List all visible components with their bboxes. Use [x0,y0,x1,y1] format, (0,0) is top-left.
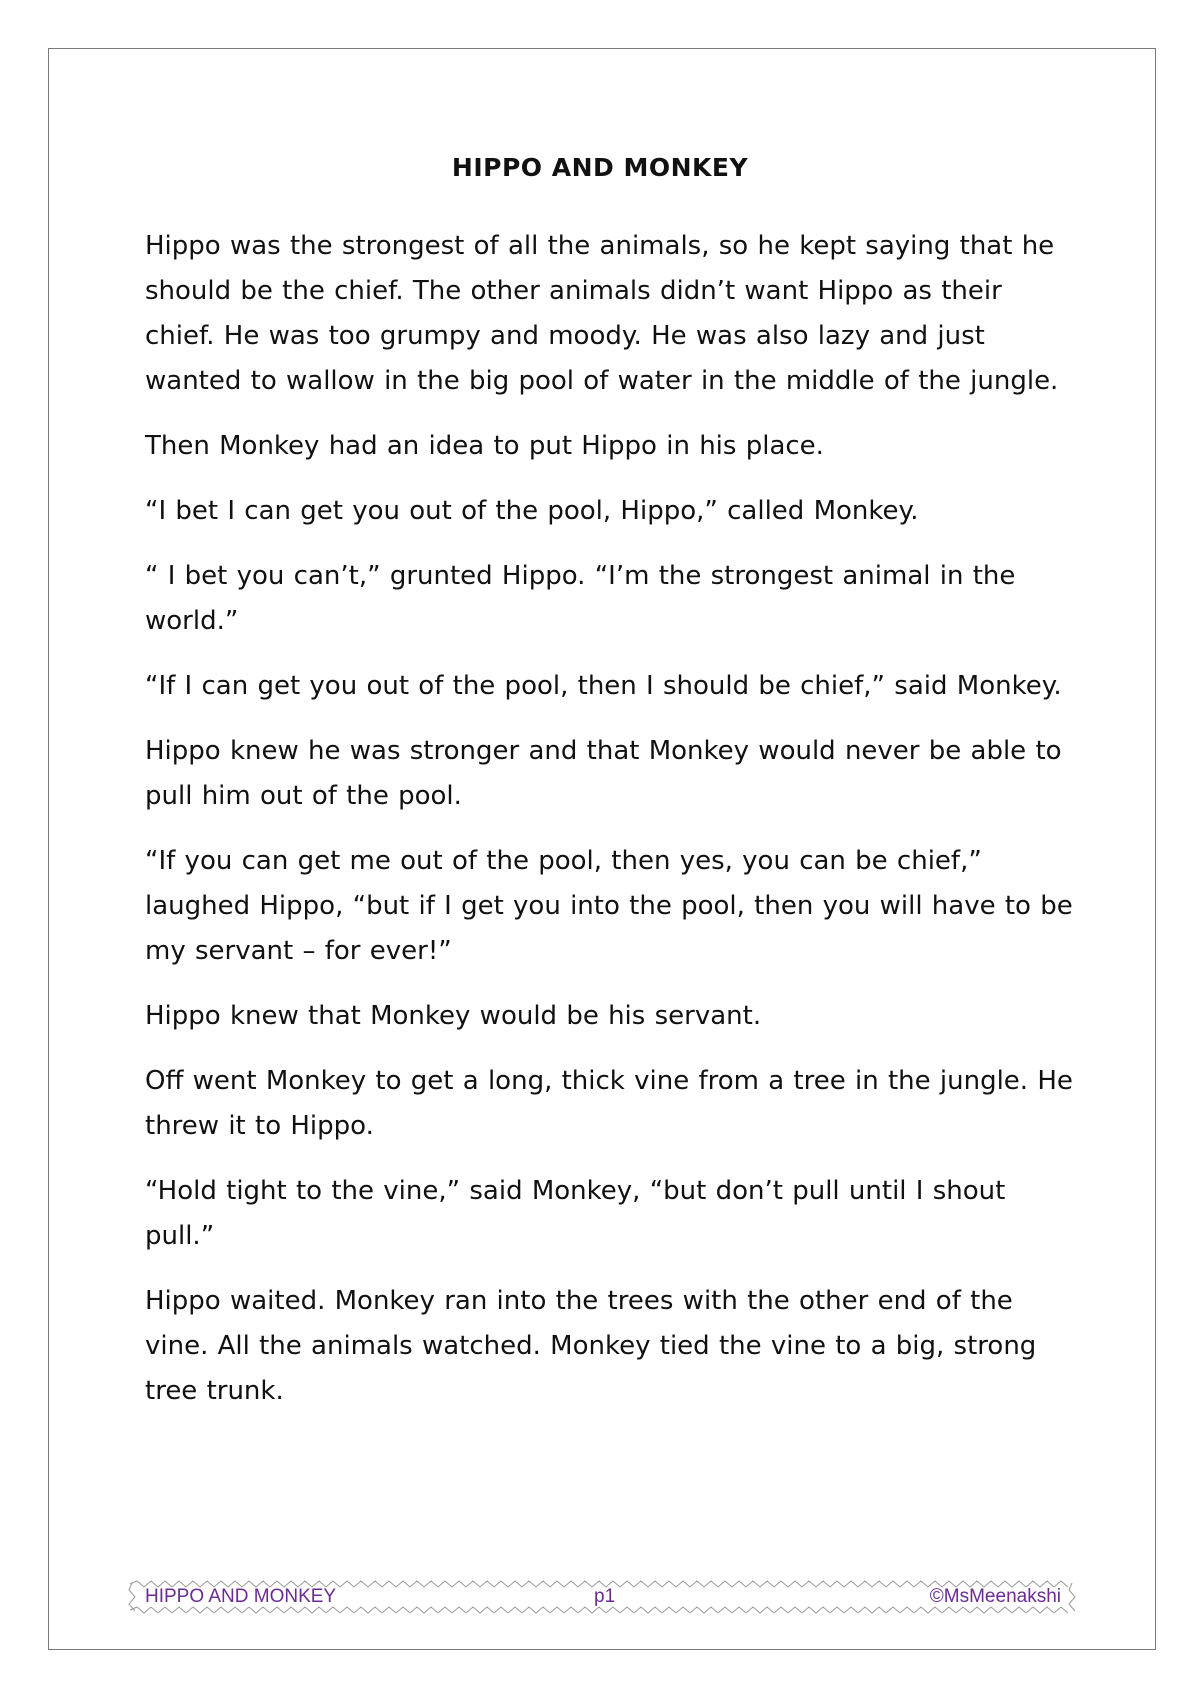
footer-copyright: ©MsMeenakshi [929,1586,1061,1607]
story-paragraph: Hippo was the strongest of all the animals, so he kept saying that he should be the chief. The other animals didn’t want Hippo as their chief. He was too grumpy and moody. He was also lazy and just wanted to wallow in the big pool of water in the middle of the jungle. [145,231,1059,396]
story-paragraph: Off went Monkey to get a long, thick vine from a tree in the jungle. He threw it to Hippo. [145,1066,1073,1141]
story-paragraph: Hippo waited. Monkey ran into the trees with the other end of the vine. All the animals watched. Monkey tied the vine to a big, strong tree trunk. [145,1286,1037,1406]
story-paragraph: “ I bet you can’t,” grunted Hippo. “I’m the strongest animal in the world.” [145,561,1016,636]
footer-zigzag-line [1069,1583,1075,1611]
footer-title: HIPPO AND MONKEY [145,1586,337,1607]
story-paragraph: Hippo knew he was stronger and that Monkey would never be able to pull him out of the pool. [145,736,1062,811]
story-body [145,224,1075,1434]
story-paragraph: Hippo knew that Monkey would be his servant. [145,1001,762,1031]
footer-page-number: p1 [594,1586,616,1607]
story-paragraph: “If I can get you out of the pool, then I should be chief,” said Monkey. [145,671,1062,701]
story-paragraph: “Hold tight to the vine,” said Monkey, “but don’t pull until I shout pull.” [145,1176,1006,1251]
story-paragraph: “I bet I can get you out of the pool, Hippo,” called Monkey. [145,496,919,526]
story-paragraph: “If you can get me out of the pool, then yes, you can be chief,” laughed Hippo, “but if I get you into the pool, then you will have to be my servant – for ever!” [145,846,1073,966]
story-paragraph: Then Monkey had an idea to put Hippo in his place. [145,431,824,461]
footer-zigzag-line [129,1583,135,1611]
story-title: HIPPO AND MONKEY [451,153,749,182]
